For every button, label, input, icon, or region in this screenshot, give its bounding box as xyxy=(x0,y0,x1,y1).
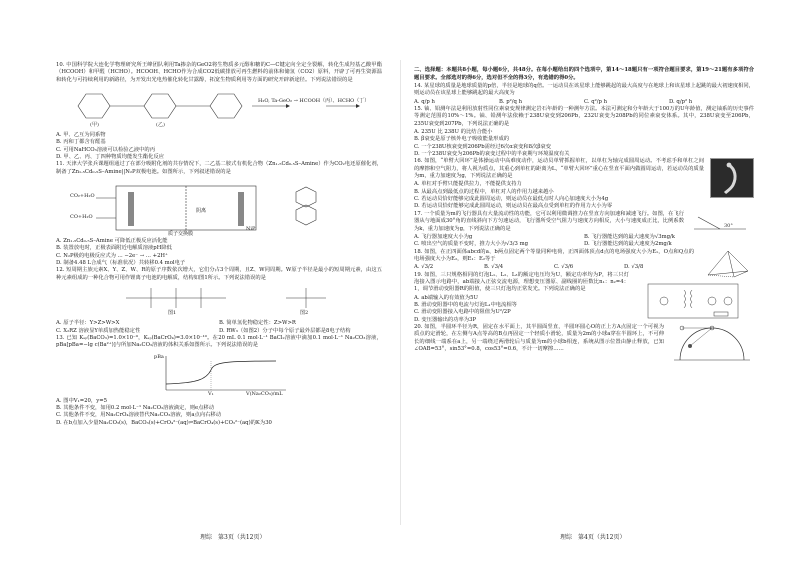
q17-option-d: D. 飞行器能达到的最大速度为2mg/k xyxy=(584,241,672,248)
secondary-coil xyxy=(691,290,693,308)
q19-stem: 19. 如图，三只规格相同的灯泡L₁、L₂、L₃的额定电压均为U，额定功率均为P，将三只灯泡接入图示电路中，ab端接入正弦交流电源，理想变压器原、副线圈的匝数比n₁：n₂=4：1，调节滑动变阻器R的阻值，使三只灯泡均正常发光。下列说法正确的是 xyxy=(414,271,629,293)
question-19 xyxy=(414,272,754,324)
q10-option-d: D. 甲、乙、丙、丁四种物质均能发生酯化反应 xyxy=(56,154,165,161)
transformer-circuit-diagram xyxy=(634,278,752,324)
q18-option-a: A. √3/2 xyxy=(414,264,434,271)
q11-figure xyxy=(56,178,382,236)
q11-option-c: C. N₂P极的电极反应式为 ... −2e⁻ → ... +2H⁺ xyxy=(56,252,168,259)
section-heading: 二、选择题：本题共8小题，每小题6分，共48分。在每小题给出的四个选项中，第14～18题只有一项符合题目要求，第19～21题有多项符合题目要求。全部选对的得6分，选对但不全的得3分，有选错的得0分。 xyxy=(414,67,754,81)
q16-option-d: D. 若运动员恰好能够完成此圆周运动，则运动员在最高点受到单杠的作用力大小为零 xyxy=(414,203,613,210)
column-divider xyxy=(400,60,401,525)
question-16 xyxy=(414,158,754,210)
q14-option-b: B. p²/q h xyxy=(499,98,523,105)
electrolyte-label: 阴离 xyxy=(196,208,207,215)
q13-option-a: A. 图中V₁=20，y=5 xyxy=(56,397,108,404)
q14-option-c: C. q²/p h xyxy=(584,98,608,105)
semicircle-ring xyxy=(680,328,744,360)
glucose-ring-a xyxy=(78,94,110,118)
figure-2-caption: 图2 xyxy=(300,310,309,317)
q15-option-b: B. β衰变是原子核外电子吸收能量形成的 xyxy=(414,136,510,143)
q10-figure xyxy=(56,86,382,130)
question-20 xyxy=(414,324,754,353)
q12-figure xyxy=(56,284,382,318)
figure-1-caption: 图1 xyxy=(168,310,177,317)
cathode-plate xyxy=(128,192,134,226)
x-axis-label: V(Na₂CO₃)/mL xyxy=(246,390,283,397)
q12-option-d: D. RW₃（如图2）分子中每个原子最外层都是8电子结构 xyxy=(219,327,351,334)
q11-stem: 11. 天津大学张兵课题组通过了在部分吸附化剂的共存情况下，二乙基二胺式有机化合物（Zn₁.₅Cd₀.₅S–Amine）作为CO₂电还原催化剂，制备了Zn₁.₅Cd₀.₅S–Amine||N₂P双极电池。如图所示，下列叙述错误的是 xyxy=(56,161,382,175)
q12-option-b: B. 简单氢化物稳定性：Z>W>R xyxy=(219,320,296,327)
q17-option-b: B. 飞行器能达到的最大速度为√3mg/k xyxy=(584,233,675,240)
q11-option-b: B. 装置放电时，正极表面附近电解质溶液pH降低 xyxy=(56,245,172,252)
q20-stem: 20. 如图，半圆环半径为R，固定在水平面上，其半圆面竖直，半圆环圆心O的正上方A点固定一个可视为质点的定滑轮，在左侧与A点等高的B点再固定一个轻质小滑轮，质量为2m的小球a穿在半圆环上，不可伸长的细线一端系在a上，另一端绕过两滑轮后与质量为m的小球b相连，系统从图示位置由静止释放，已知∠OAB=53°，sin53°=0.8，cos53°=0.6，不计一切摩擦…… xyxy=(414,323,664,353)
question-10 xyxy=(56,62,382,161)
q18-stem: 18. 如图，在正四面体abcd的a、b两点固定两个等量同种电荷，正四面体顶点d点的电场强度大小为E₁，O点和Q点的电场强度大小为E₂，则E₁：E₂等于 xyxy=(414,248,694,262)
q13-option-c: C. 其他条件不变，用Na₂CrO₄溶液替代Na₂CO₃溶液，则a点向右移动 xyxy=(56,412,222,419)
q14-option-d: D. q/p² h xyxy=(669,98,693,105)
lamp-l1 xyxy=(660,297,668,305)
titration-curve xyxy=(166,361,276,384)
q16-option-a: A. 单杠对手臂只能提供拉力，不能提供支持力 xyxy=(414,181,522,188)
svg-text:30°: 30° xyxy=(724,222,733,229)
q15-stem: 15. 铀、铅测年法是利用放射性同位素衰变规律测定岩石年龄的一种测年方法。本法可测定和分年龄大于100万的U年龄值，测定铀系的历史事件等测定范围的10%～1%。铀、铅测年法依赖于238U衰变到206Pb，232U衰变为208Pb的同位素衰变体系。其中，238U衰变至206Pb，235U衰变到207Pb，下列说法正确的是 xyxy=(414,106,754,127)
svg-text:(甲): (甲) xyxy=(90,122,99,129)
pba-curve-chart xyxy=(56,352,382,396)
left-column xyxy=(56,62,382,427)
q12-stem: 12. 短周期主族元素X、Y、Z、W、R的原子序数依次增大，它们分占3个周期，且Z、W同周期。W原子半径是最小的短周期元素，由这五种元素组成的一种化合物可用作锂离子电池的电解质，结构如图1所示。下列说法错误的是 xyxy=(56,267,382,281)
q17-option-a: A. 飞行器加速度大小为g xyxy=(414,233,473,240)
membrane-label: 质子交换膜 xyxy=(168,231,194,238)
question-15 xyxy=(414,106,754,158)
semicircle-ring-diagram xyxy=(672,324,752,368)
gymnast-photo xyxy=(710,158,754,198)
q13-option-d: D. 在b点加入少量Na₂CO₃(s)，BaCO₃(s)+CrO₄²⁻(aq)⇌BaCrO₄(s)+CO₃²⁻(aq)的K为30 xyxy=(56,419,272,426)
anode-plate xyxy=(238,192,244,226)
q18-option-c: C. √3/6 xyxy=(554,264,574,271)
primary-coil xyxy=(684,290,686,308)
q13-option-b: B. 其他条件不变，如用0.2 mol·L⁻¹ Na₂CO₃溶液滴定，则e点移动 xyxy=(56,404,214,411)
co-outlet-label: CO+H₂O xyxy=(70,214,93,221)
question-18 xyxy=(414,249,754,272)
battery-diagram xyxy=(56,178,382,236)
q16-option-c: C. 若运动员恰好能够完成此圆周运动，则运动员在最低点时人向心加速度大小为4g xyxy=(414,196,609,203)
q19-option-b: B. 滑动变阻器中的电流与灯泡L₁中电流相等 xyxy=(414,301,517,308)
q17-stem: 17. 一个质量为m的飞行器具有大量流动性的功能，它可以利用微调推力在竖直方向加速和减速飞行。如图，在飞行器从与地面成30°角的直线斜向下方匀速运动，飞行器所受空气阻力与速度方向相反，大小与速度成正比，比例系数为k，重力加速度为g，下列说法正确的是 xyxy=(414,210,684,232)
sugar-structures-diagram xyxy=(56,86,382,130)
nip-label: NiP xyxy=(246,226,256,233)
q17-option-c: C. 喷出空气的质量不变时，推力大小为√3/3 mg xyxy=(414,241,528,248)
q16-stem: 16. 如图，“单臂大回环”是体操运动中高难度动作，运动员单臂抓握单杠，以单杠为轴完成圆周运动。不考虑手和单杠之间的摩擦和空气阻力，将人视为质点，其重心到单杠的距离为L，“单臂大回环”重心在竖直平面内做圆周运动，若运动员的质量为m，重力加速度为g，下列说法正确的是 xyxy=(414,158,704,180)
q19-option-c: C. 滑动变阻器接入电路中的阻值为U²/2P xyxy=(414,309,511,316)
y-axis-label: pBa xyxy=(154,353,164,360)
q14-option-a: A. q/p h xyxy=(414,98,435,105)
question-14 xyxy=(414,83,754,106)
left-page-footer: 理综 第3页（共12页） xyxy=(200,534,266,541)
q18-option-b: B. √3/4 xyxy=(484,264,504,271)
q19-option-d: D. 变压器输出的功率为3P xyxy=(414,316,477,323)
q13-figure xyxy=(56,352,382,396)
question-11 xyxy=(56,161,382,267)
q12-option-a: A. 原子半径：Y>Z>W>X xyxy=(56,320,120,327)
question-13 xyxy=(56,335,382,427)
rheostat xyxy=(714,312,728,316)
q15-option-d: D. 一个238U衰变为206Pb的衰变过程中的半衰期与环境温度有关 xyxy=(414,151,570,158)
q10-option-c: C. 可用NaHCO₃溶液可以检验乙液中的丙 xyxy=(56,146,156,153)
glucose-ring-c xyxy=(210,94,242,118)
right-column xyxy=(414,62,754,354)
q11-option-d: D. 制备4.48 L合成气（标准状况）共转移0.4 mol电子 xyxy=(56,260,186,267)
q13-stem: 13. 已知 Kₛₚ(BaCO₃)=1.0×10⁻⁹，Kₛₚ(BaCrO₄)=3.0×10⁻¹⁰。在20 mL 0.1 mol·L⁻¹ BaCl₂溶液中滴加0.1 mol·L⁻¹ Na₂CO₃溶液，pBa[pBa=−lg c(Ba²⁺)]与所加Na₂CO₃溶液的体积关系如图所示。下列说法错误的是 xyxy=(56,334,382,349)
q15-option-c: C. 一个238U核衰变到206Pb需经过6次α衰变和8次β衰变 xyxy=(414,143,552,150)
lamp-l2 xyxy=(708,297,716,305)
question-12 xyxy=(56,267,382,334)
q12-option-c: C. X₂RZ 溶液显Y单质加热能稳定性 xyxy=(56,327,141,334)
right-page-footer: 理综 第4页（共12页） xyxy=(560,534,626,541)
q14-stem: 14. 某星球的质量是地球质量的p倍，半径是地球的q倍。一运动员在该星球上能够跳起的最大高度与在地球上和该星球上起跳的最大初速度相同，则运动员在该星球上能够跳起的最大高度为 xyxy=(414,82,755,97)
q10-scheme-text: H₂O, Ta-GeO₂ → HCOOH（丙）、HCHO（丁） xyxy=(258,98,370,105)
q10-option-b: B. 丙和丁都含有醛基 xyxy=(56,139,106,146)
flight-angle-diagram xyxy=(690,213,750,233)
isoquinoline-structure xyxy=(296,187,316,207)
q11-option-a: A. Zn₁.₅Cd₀.₅S–Amine 可降低正极反应活化能 xyxy=(56,238,168,245)
q19-option-a: A. ab端输入的有效值为5U xyxy=(414,294,478,301)
molecular-structure-diagram xyxy=(56,284,382,318)
glucose-ring-b xyxy=(144,94,176,118)
q18-option-d: D. √3/8 xyxy=(624,264,644,271)
tetrahydroisoquinoline-structure xyxy=(296,205,316,225)
lamp-l3 xyxy=(724,297,732,305)
v1-tick: V₁ xyxy=(208,390,214,397)
q10-stem: 10. 中国科学院大连化学物理研究所王峰团队利用Ta掺杂的GeO2将生物质多元醇和糖的C—C键定向全定全裂解，转化生成羟基乙酸甲酯（HCOOH）和甲醛（HCHO）。HCOOH、HCHO作为合成CO2低碳排放可再生燃料的前体和储氢（CO2）原料，开辟了可再生资源温和转化与可持续利用的新路径，为开发出光电热催化转化甘露醇，拓宽生物质利用等方面的研究开辟新途径。下列说法错误的是 xyxy=(56,62,382,83)
question-17 xyxy=(414,211,754,249)
co2-inlet-label: CO₂+H₂O xyxy=(70,193,95,200)
q15-option-a: A. 235U 比 238U 的比结合能小 xyxy=(414,129,493,136)
svg-text:(乙): (乙) xyxy=(156,122,165,129)
q16-option-b: B. 从最高点到最低点的过程中，单杠对人的作用力越来越小 xyxy=(414,188,554,195)
q10-option-a: A. 甲、乙互为同系物 xyxy=(56,132,106,139)
